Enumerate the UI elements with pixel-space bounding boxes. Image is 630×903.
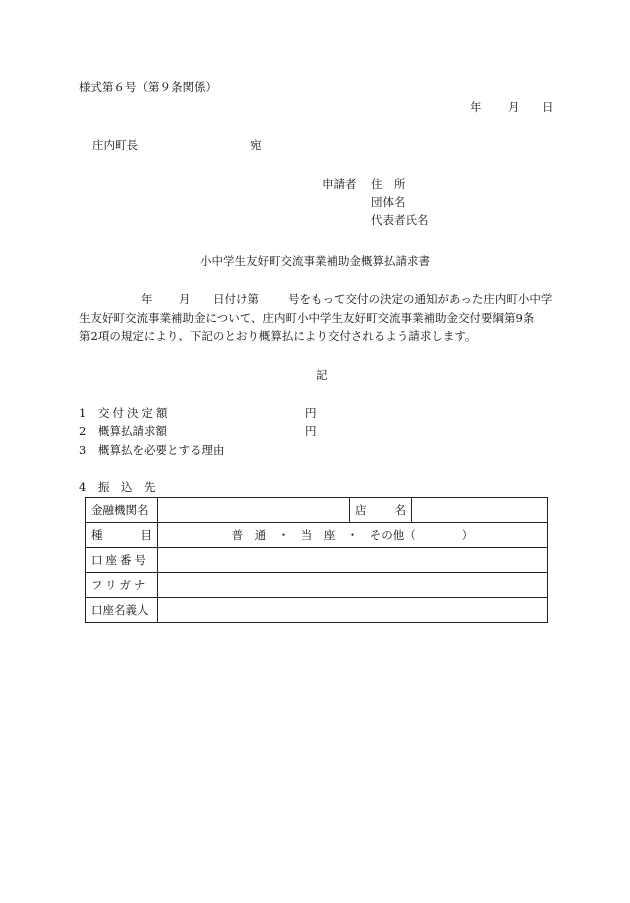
form-number: 様式第６号（第９条関係） (79, 80, 217, 94)
item-3-label: 概算払を必要とする理由 (98, 443, 225, 457)
institution-label: 金融機関名 (86, 498, 158, 523)
table-row (86, 498, 548, 523)
furigana-label: フリガナ (86, 573, 158, 598)
table-row (86, 598, 548, 623)
document-title: 小中学生友好町交流事業補助金概算払請求書 (200, 254, 430, 268)
date-day: 日 (542, 100, 554, 114)
addressee: 庄内町長 (92, 138, 138, 152)
body-dated: 日付け第 (213, 292, 259, 306)
body-month: 月 (179, 292, 191, 306)
account-number-field[interactable] (158, 548, 548, 573)
account-type-options[interactable]: 普 通 ・ 当 座 ・ その他（ ） (158, 523, 548, 548)
account-holder-label: 口座名義人 (86, 598, 158, 623)
institution-field[interactable] (158, 498, 350, 523)
branch-label-1: 店 (355, 503, 367, 517)
date-year: 年 (470, 100, 482, 114)
type-label (86, 523, 158, 548)
branch-label (350, 498, 412, 523)
transfer-label: 振 込 先 (98, 480, 156, 494)
item-2-num: 2 (79, 424, 87, 438)
type-label-1: 種 (91, 528, 103, 542)
furigana-field[interactable] (158, 573, 548, 598)
body-year: 年 (141, 292, 153, 306)
table-row (86, 573, 548, 598)
date-month: 月 (508, 100, 520, 114)
item-1-unit: 円 (305, 406, 317, 420)
item-2-label: 概算払請求額 (98, 424, 167, 438)
item-3-num: 3 (79, 443, 87, 457)
transfer-num: 4 (79, 480, 87, 494)
branch-field[interactable] (412, 498, 548, 523)
account-holder-field[interactable] (158, 598, 548, 623)
applicant-label: 申請者 (322, 177, 357, 191)
table-row (86, 548, 548, 573)
type-label-2: 目 (140, 528, 152, 542)
branch-label-2: 名 (394, 503, 406, 517)
item-2-unit: 円 (305, 424, 317, 438)
table-row (86, 523, 548, 548)
representative-label: 代表者氏名 (371, 213, 429, 227)
addressee-suffix: 宛 (250, 138, 262, 152)
body-line2: 生友好町交流事業補助金について、庄内町小中学生友好町交流事業補助金交付要綱第9条 (79, 311, 535, 325)
item-1-label: 交付決定額 (98, 406, 171, 420)
body-line1-rest: 号をもって交付の決定の通知があった庄内町小中学 (288, 292, 553, 306)
body-line3: 第2項の規定により、下記のとおり概算払により交付されるよう請求します。 (79, 329, 477, 343)
account-number-label: 口座番号 (86, 548, 158, 573)
group-label: 団体名 (371, 195, 406, 209)
address-label: 住 所 (371, 177, 406, 191)
note-heading: 記 (316, 368, 328, 382)
item-1-num: 1 (79, 406, 87, 420)
bank-table (85, 497, 548, 623)
